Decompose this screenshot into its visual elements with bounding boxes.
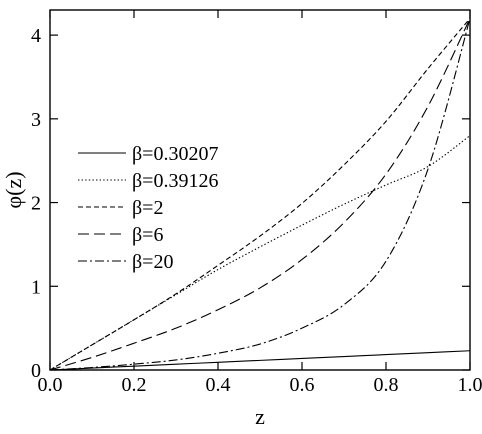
y-tick-label: 3 [31,108,41,131]
x-axis-label: z [255,404,265,429]
series-line-1 [50,351,470,370]
legend-label-4: β=6 [132,224,164,246]
legend-label-2: β=0.39126 [132,170,219,192]
legend-label-3: β=2 [132,197,164,219]
series-line-3 [50,18,470,370]
y-axis-label: φ(z) [1,171,26,209]
legend [78,143,218,273]
x-tick-label: 0.2 [121,374,147,396]
y-axis [31,25,470,382]
x-tick-label: 0.8 [373,374,399,396]
series-line-2 [50,136,470,370]
legend-label-5: β=20 [132,251,174,273]
series-line-5 [50,18,470,370]
plot-frame [50,10,470,370]
series-line-4 [50,18,470,370]
x-tick-label: 0.0 [37,374,63,396]
x-tick-label: 0.4 [205,374,231,396]
y-tick-label: 4 [31,25,41,48]
legend-label-1: β=0.30207 [132,143,219,165]
y-tick-label: 2 [31,192,41,215]
y-tick-label: 1 [31,276,41,299]
x-tick-label: 1.0 [457,374,482,396]
y-tick-label: 0 [31,360,41,382]
x-tick-label: 0.6 [289,374,315,396]
series-lines [50,18,470,370]
